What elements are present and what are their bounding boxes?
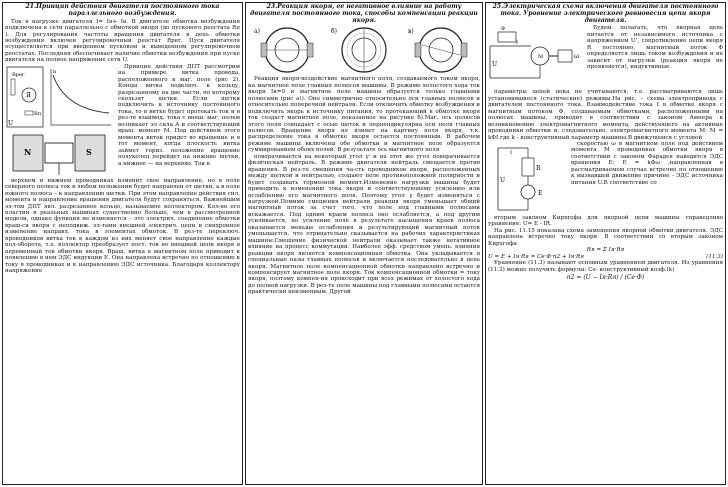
equation-1-tag: (11.3) [706, 253, 723, 260]
label-i2: I [510, 150, 512, 157]
figure-a [252, 25, 322, 75]
section-21-title: 21.Принцип действия двигателя постоянного тока параллельного возбуждения. [25, 3, 220, 17]
label-r: R [536, 165, 541, 173]
label-supply: U [8, 119, 14, 127]
equation-1-body: U = E + Iя·Rя = Cе·Ф·n2 + Iя·Rя [488, 253, 584, 260]
section-25-para-4: вторым законом Кирхгофа для якорной цепи машины справедливо уравнение: U= Е - IR. [488, 215, 723, 228]
label-phi: Ф [501, 26, 506, 33]
label-m: M [538, 54, 544, 61]
figure-b [329, 25, 399, 75]
motor-scheme-figure [488, 26, 584, 88]
label-u: U [492, 61, 498, 69]
section-25-para-5: На рис. 11.15 показана схема замещения якорной обмотки двигателя. ЭДС направлена встречно току якоря. В соответствии со вторым законом Кирхгофа [488, 227, 723, 247]
armature-reaction-figures [248, 25, 480, 75]
section-25-para-1: Будем полагать, что якорная цепь питается от независимого источника с напряжением U’, сопротивление цепи якоря R постоянно, магнитный поток Ф определяется лишь током возбуждения и не зависит от нагрузки (реакция якоря не проявляется), индуктивные [587, 25, 723, 71]
section-25-title: 25.Электрическая схема включения двигателя постоянного тока. Уравнение электрического равновесия цепи якоря двигателя. [492, 3, 719, 24]
label-c: в) [408, 28, 415, 36]
label-i: I [516, 40, 518, 47]
section-21 [2, 2, 243, 485]
equivalent-circuit-figure [488, 142, 568, 214]
section-25 [485, 2, 726, 485]
section-23 [245, 2, 483, 485]
label-north: N [24, 146, 32, 157]
section-23-title: 23.Реакция якоря, ее негативное влияние на работу двигателя постоянного тока, способы компенсации реакции якоря. [250, 3, 478, 24]
section-25-para-3: скоростью ω в магнитном поле под действием момента М проводниках обмотки якоря в соответствии с законом Фарадея наводится ЭДС вращения Е: Е = kФω ,направленная в рассматриваемом случае встречно по отношению к вызвавшей движение причине - ЭДС источника питания U.В соответствие со [571, 141, 723, 186]
section-25-para-2: параметры цепей пока не учитываются, т.е. рассматриваются лишь установившиеся (статические) режимы.На рис. – схема электропривода с двигателем постоянного тока. Взаимодействие тока I в обмотке якоря с магнитным потоком Ф, создаваемым обмотками, расположенными на полюсах машины, приводит в соответствии с законом Ампера к возникновению электромагнитного момента, действующего на активные проводники обмотки и, следовательно, электромагнитного момента М: M = kФI где k - конструктивный параметр машины.В движущемся с угловой [488, 89, 723, 141]
section-23-para-1: Реакция якоря-воздействие магнитного поля, создаваемого током якоря, на магнитное поле главных полюсов машины. В режиме холостого хода ток якоря Iя=0 и магнитное поле машины образуется только главными полюсами (рис а)). Оно симметрично относительно оси главных полюсов и относительно поперечной нейтрали. Если отключить обмотку возбуждения и подключить якорь к источнику питания, то протекающий в обмотке якоря ток создаст магнитное поле, показанное на рисунке б).Маг. ось полюсов этого поля совпадает с осью щеток и перпендикулярна оси поля главных полюсов. Вращение якоря не влияет на картину поля якоря, т.к. распределение тока в обмотке якоря остается постоянным. В рабочем режиме машины включены обе обмотки и магнитное поле образуется суммированием обоих полей. В результате ось магнитного поля [248, 76, 480, 154]
figure-c [406, 25, 476, 75]
label-a: а) [253, 28, 260, 36]
label-e: E [538, 190, 543, 198]
label-field-res: Rрег [12, 71, 25, 78]
equation-2: n2 = (U − Iя·Rя) / (Cе·Ф) [566, 274, 645, 282]
section-23-para-2: поворачивается на некоторый угол γ' и на этот же угол поворачивается физическая нейтраль. В режиме двигателя нейтраль смещается против вращения. В рез-те смещения ча-сть проводников якоря, расположенных между щеткой и нейтралью, создают поле противоположной полярности и будет создавать тормозной момент.Изменение нагрузки машины будет приводить к изменению тока якоря и соответствующему усилению или ослаблению его магнитного поля. Поэтому угол γ будет изменяться с нагрузкой.Помимо смещения нейтрали реакция якоря уменьшает общий магнитный поток за счет того, что поле под главными полюсами искажается. Под одним краем полюса оно ослабляется, а под другим усиливается, но усиление поле в результате насыщения краев полюса оказывается меньше ослабления и результирующий магнитный поток уменьшается, что отрицательно сказывается на рабочих характеристиках машины.Смещение физической нейтрали оказывает также негативное влияние на процесс коммутации. Наиболее эфф. средством умень. влияния реакции якоря является компенсационная обмотка. Она укладывается в специальные пазы главных полюсов и включается последовательно в цепь якоря. Магнитное поле компенсационной обмотки направлено встречно и компенсирует магнитное поле якоря. Ток компенсационной обмотки = току якоря, поэтому компен-ия происходит при всех режимах от холостого хода до полной нагрузки. В рез-те поле машины под главными полюсами остается практически неизменным. Другой [248, 153, 480, 296]
section-21-para-1: Ток в нагрузке двигателя I= Iя+ Iв. В двигателе обмотка возбуждения подключена к сети параллельно с обмоткой якоря (до пускового реостата Rп ). Для регулирования частоты вращения двигателя в цепь обмотки возбуждения включен регулировочный реостат Rрег. Пуск двигателя осуществляется при введенном пусковом и выведенном регулировочном реостатах. Последняя обеспечивает наличие обмотки возбуждения при пуске двигателя на полное напряжение сети U. [5, 18, 240, 64]
equation-0: Rя = Σ Iя·Rя [586, 247, 625, 254]
label-south: S [86, 146, 92, 157]
section-21-para-2: Принцип действия ДПТ рассмотрим на примере витка провода, расположенного в маг. поле (рис 2). Концы витка подключ. к кольцу, разрезанному на две части, по которому скользят щетки. Если щетки подключить к источнику постоянного тока, то в витке будет протекать ток и в рез-те взаимод. тока с внеш. маг. полем возникает эл сила А и соответствующий вращ. момент М. Под действием этого момента виток придет во вращение и в тот момент, когда плоскость витка займет гориз. положение вращение полуколец перейдет на нижние щетки, а нижнее — на верхнюю. Ток в [118, 63, 240, 167]
label-armature: Я [26, 91, 31, 99]
section-21-para-3: верхнем и нижнем проводниках изменит свое направление, но в поле северного полюса ток в любом положении будет направлен от щетки, а в поле южного полюса – к направлению щетки. При этом направление действия сил, момента и направление вращения двигателя будут сохраняться. Важнейшим эл-том ДПТ явл. разрезанное кольцо, называемое коллектором. Кол-во его пластин в реальных машинах существенно больше, чем в рассмотренной модели, однако функция не изменяется – это электрич. соединение обмотки вращ-ся якоря с неподвиж. эл-тами внешней электрич. цепи и синхронное изменение направл. тока в элементах обмоток. В рез-те переключ. проводников витка ток в каждом из них меняет свое направление каждые пол-оборота, т.е. коллектор преобразует пост. ток во внешней цепи якоря в переменный ток обмотки якоря. Вращ. витка в магнитном поле приводит к появлению в нем ЭДС индукции Е. Она направлена встречно по отношению к току в проводниках и к направлению ЭДС источника. Благодаря коллектору напряжение [5, 177, 240, 275]
section-25-para-6: Уравнение (11.3) называют основным уравнением двигателя. Из уравнения (11.3) можно получить формулы: Се- конструктивный коэф.(k) [488, 260, 723, 273]
label-b: б) [330, 28, 337, 36]
label-start-res: Rп [34, 110, 42, 117]
label-omega: ω [574, 53, 579, 61]
label-u2: U [500, 177, 506, 185]
label-n: n [53, 68, 57, 75]
figure-2-diagram [5, 65, 115, 177]
